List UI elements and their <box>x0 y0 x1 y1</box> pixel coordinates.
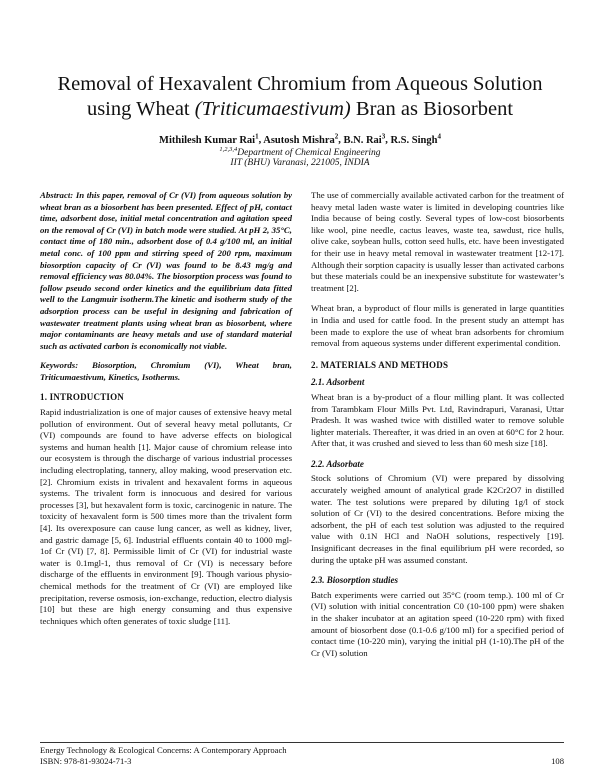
adsorbate-text: Stock solutions of Chromium (VI) were prepared by dissolving accurately weighed amount of analytical grade K2Cr2O7 in distilled water. The test solutions were prepared by diluting 1g/l of stock solution of Cr (VI) to the desired concentrations. Before mixing the adsorbent, the pH of each test solution was adjusted to the required value with 0.1N HCl and NaOH solutions, respectively [19]. Insignificant decreases in the final equilibrium pH were recorded, so during the uptake pH was assumed constant. <box>311 473 564 565</box>
paper-title <box>30 72 570 122</box>
left-column <box>40 190 292 627</box>
adsorbent-text: Wheat bran is a by-product of a flour milling plant. It was collected from Tarambkam Flour Mills Pvt. Ltd, Ravindrapuri, Varanasi, Uttar Pradesh. It was washed twice with distilled water to remove soluble lighter materials. Thereafter, it was dried in an oven at 60°C for 2 hour. After that, it was crushed and sieved to less than 60 mesh size [18]. <box>311 391 564 449</box>
author-2: Asutosh Mishra$^2$ <box>263 132 339 146</box>
biosorption-heading: 2.3. Biosorption studies <box>311 575 399 586</box>
footer-book-title: Energy Technology & Ecological Concerns: A Contemporary Approach <box>40 745 287 755</box>
page-number: 108 <box>551 756 564 766</box>
biosorption-text: Batch experiments were carried out 35°C (room temp.). 100 ml of Cr (VI) solution with initial concentration C0 (10-100 ppm) were shaken in the shaker incubator at an agitation speed (10-220 rpm) with fixed amount of biosorbent dose (0.1-0.6 g/100 ml) for a specified period of contact time (10-220 min), varying the initial pH (1-10).The pH of the Cr (VI) solution <box>311 589 564 658</box>
intro-paragraph-3: Wheat bran, a byproduct of flour mills is generated in large quantities in India and used for cattle food. In the present study an attempt has been made to explore the use of wheat bran adsorbents for chromium removal from aqueous systems under different experimental condition. <box>311 303 564 349</box>
author-list: Mithilesh Kumar Rai$^1$, Asutosh Mishra$^2$, B.N. Rai$^3$, R.S. Singh$^4$ <box>159 132 441 146</box>
footer-isbn: ISBN: 978-81-93024-71-3 <box>40 756 132 766</box>
author-3: B.N. Rai$^3$ <box>343 132 386 146</box>
introduction-text: Rapid industrialization is one of major causes of extensive heavy metal pollution of environment. Out of several heavy metal pollutants, Cr (VI) compounds are found to have adverse effects on biological systems and human health [1]. Major cause of chromium release into our ecosystem is through the discharge of various industrial processes including electroplating, tannery, alloy making, wood preservation etc. [2]. Chromium exists in trivalent and hexavalent forms in aqueous systems. The trivalent form is innocuous and desired for various processes [3], but hexavalent form is toxic, carcinogenic in nature. The toxicity of hexavalent form is 500 times more than the trivalent form [4]. Its overexposure can cause lung cancer, as well as kidney, liver, and gastric damage [5, 6]. Industrial effluents contain 40 to 1000 mgl-1of Cr (VI) [7, 8]. Permissible limit of Cr (VI) for industrial waste water is 0.1mgl-1, thus removal of Cr (VI) is necessary before discharge of the effluents in environment [9]. Though various physio-chemical methods for the treatment of Cr (VI) are employed like precipitation, reverse osmosis, ion-exchange, reduction, electro dialysis [10] but these are high energy consuming and thus expensive techniques which often generates of toxic sludge [11]. <box>40 407 292 626</box>
affiliation-institute: IIT (BHU) Varanasi, 221005, INDIA <box>230 158 370 168</box>
adsorbate-heading: 2.2. Adsorbate <box>311 458 364 469</box>
title-line-2-pre: using Wheat <box>86 98 195 120</box>
title-line-1: Removal of Hexavalent Chromium from Aqueous Solution <box>57 73 543 95</box>
title-line-2-post: Bran as Biosorbent <box>350 98 514 120</box>
author-4: R.S. Singh$^4$ <box>390 132 441 146</box>
keywords: Keywords: Biosorption, Chromium (VI), Wheat bran, Triticumaestivum, Kinetics, Isotherms. <box>40 360 292 382</box>
author-1: Mithilesh Kumar Rai$^1$ <box>159 132 259 146</box>
footer <box>40 745 287 767</box>
adsorbent-heading: 2.1. Adsorbent <box>311 377 365 388</box>
affiliation-department: $^{1,2,3,4}$Department of Chemical Engineering <box>219 146 381 159</box>
footer-rule <box>40 742 564 743</box>
abstract: Abstract: In this paper, removal of Cr (VI) from aqueous solution by wheat bran as a biosorbent has been presented. Effect of pH, contact time, adsorbent dose, initial metal concentration and agitation speed on the removal of Cr (VI) in batch mode were studied. At pH 2, 35°C, contact time of 180 min., adsorbent dose of 0.4 g/100 ml, an initial metal conc. of 100 ppm and stirring speed of 200 rpm, maximum biosorption capacity of Cr (VI) was found to be 8.43 mg/g and removal efficiency was 80.04%. The biosorption process was found to follow pseudo second order kinetics and the equilibrium data fitted well to the Langmuir isotherm.The kinetic and isotherm study of the adsorption process can be useful in designing and fabrication of wastewater treatment plants using wheat bran as biosorbent, where major contaminants are heavy metals and use of standard material such as activated carbon is economically not viable. <box>40 190 292 351</box>
title-species: (Triticumaestivum) <box>194 98 351 120</box>
introduction-heading: 1. INTRODUCTION <box>40 391 125 402</box>
intro-paragraph-2: The use of commercially available activated carbon for the treatment of heavy metal laden waste water is limited in developing countries like India because of being costly. Several types of low-cost biosorbents like wool, pine needle, cactus leaves, waste tea, sawdust, rice hulls, olive cake, soybean hulls, cotton seed hulls, etc. have been investigated for their use in heavy metal removal in wastewater treatment [12-17]. Although their sorption capacity is usually lesser than activated carbons but these materials could be an inexpensive substitute for wastewater’s treatment [2]. <box>311 190 564 293</box>
right-column <box>311 190 564 659</box>
title-line-2 <box>30 97 570 122</box>
methods-heading: 2. MATERIALS AND METHODS <box>311 359 449 370</box>
